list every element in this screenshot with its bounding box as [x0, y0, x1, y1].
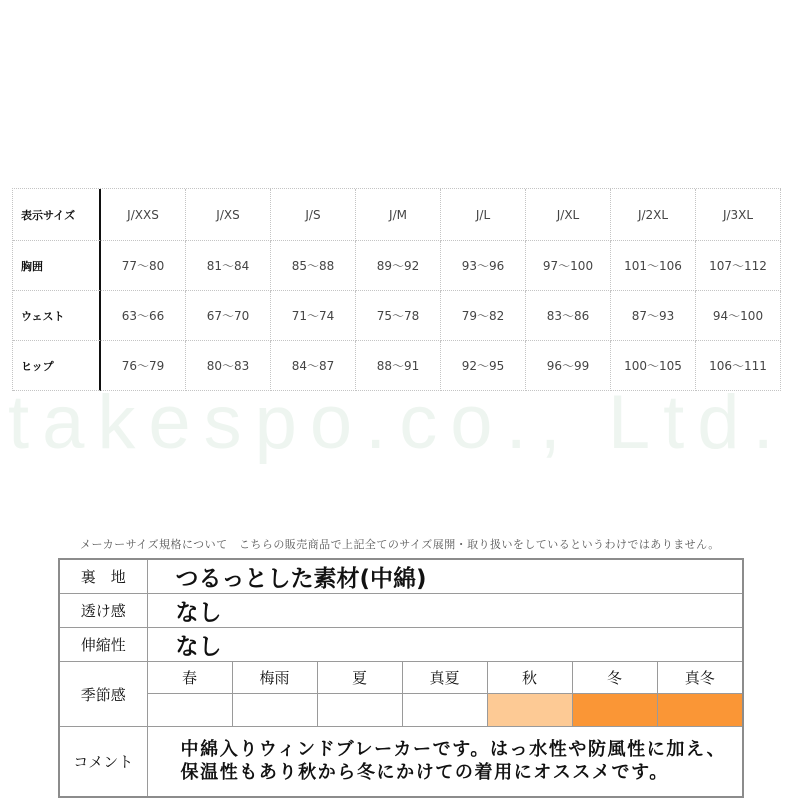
season-fill-cell — [402, 694, 487, 727]
spec-label-lining: 裏 地 — [59, 559, 147, 594]
size-value-cell: 75〜78 — [356, 291, 441, 341]
season-name: 真夏 — [402, 662, 487, 694]
season-fill-cell — [317, 694, 402, 727]
size-value-cell: 94〜100 — [696, 291, 781, 341]
size-value-cell: 63〜66 — [101, 291, 186, 341]
size-value-cell: 79〜82 — [441, 291, 526, 341]
watermark: takespo.co., Ltd. — [8, 380, 787, 465]
size-row-label-hip: ヒップ — [13, 341, 101, 391]
size-column-header: J/S — [271, 189, 356, 241]
size-column-header: J/2XL — [611, 189, 696, 241]
spec-label-stretch: 伸縮性 — [59, 628, 147, 662]
size-column-header: J/XS — [186, 189, 271, 241]
size-table — [12, 188, 781, 391]
size-column-header: J/M — [356, 189, 441, 241]
season-name: 梅雨 — [232, 662, 317, 694]
size-column-header: J/XL — [526, 189, 611, 241]
season-name: 夏 — [317, 662, 402, 694]
spec-row-stretch — [59, 628, 743, 662]
spec-value-lining: つるっとした素材(中綿) — [147, 559, 743, 594]
size-value-cell: 93〜96 — [441, 241, 526, 291]
size-note: メーカーサイズ規格について こちらの販売商品で上記全てのサイズ展開・取り扱いをしているというわけではありません。 — [80, 538, 720, 551]
size-value-cell: 84〜87 — [271, 341, 356, 391]
size-value-cell: 81〜84 — [186, 241, 271, 291]
size-value-cell: 76〜79 — [101, 341, 186, 391]
spec-row-lining — [59, 559, 743, 594]
comment-label: コメント — [59, 727, 147, 797]
season-label: 季節感 — [59, 662, 147, 727]
size-value-cell: 80〜83 — [186, 341, 271, 391]
comment-text — [147, 727, 743, 797]
spec-table — [58, 558, 744, 798]
season-header-row — [59, 662, 743, 694]
size-column-header: J/3XL — [696, 189, 781, 241]
season-name: 秋 — [487, 662, 572, 694]
size-value-cell: 67〜70 — [186, 291, 271, 341]
size-column-header: J/XXS — [101, 189, 186, 241]
season-name: 冬 — [572, 662, 657, 694]
season-fill-cell — [487, 694, 572, 727]
size-value-cell: 107〜112 — [696, 241, 781, 291]
season-name: 真冬 — [657, 662, 743, 694]
size-row-label-chest: 胸囲 — [13, 241, 101, 291]
size-value-cell: 97〜100 — [526, 241, 611, 291]
size-value-cell: 71〜74 — [271, 291, 356, 341]
size-value-cell: 83〜86 — [526, 291, 611, 341]
size-value-cell: 92〜95 — [441, 341, 526, 391]
size-row-label-waist: ウェスト — [13, 291, 101, 341]
size-value-cell: 85〜88 — [271, 241, 356, 291]
size-value-cell: 100〜105 — [611, 341, 696, 391]
season-fill-row — [59, 694, 743, 727]
season-name: 春 — [147, 662, 232, 694]
comment-row — [59, 727, 743, 797]
spec-value-transparency: なし — [147, 594, 743, 628]
spec-value-stretch: なし — [147, 628, 743, 662]
size-value-cell: 87〜93 — [611, 291, 696, 341]
comment-line: 保温性もあり秋から冬にかけての着用にオススメです。 — [180, 762, 669, 784]
size-value-cell: 88〜91 — [356, 341, 441, 391]
season-fill-cell — [232, 694, 317, 727]
season-fill-cell — [572, 694, 657, 727]
size-value-cell: 106〜111 — [696, 341, 781, 391]
season-fill-cell — [657, 694, 743, 727]
size-value-cell: 101〜106 — [611, 241, 696, 291]
size-value-cell: 96〜99 — [526, 341, 611, 391]
size-value-cell: 77〜80 — [101, 241, 186, 291]
season-fill-cell — [147, 694, 232, 727]
size-value-cell: 89〜92 — [356, 241, 441, 291]
spec-row-transparency — [59, 594, 743, 628]
size-column-header: J/L — [441, 189, 526, 241]
size-header-label: 表示サイズ — [13, 189, 101, 241]
spec-label-transparency: 透け感 — [59, 594, 147, 628]
comment-line: 中綿入りウィンドブレーカーです。はっ水性や防風性に加え、 — [180, 739, 727, 761]
